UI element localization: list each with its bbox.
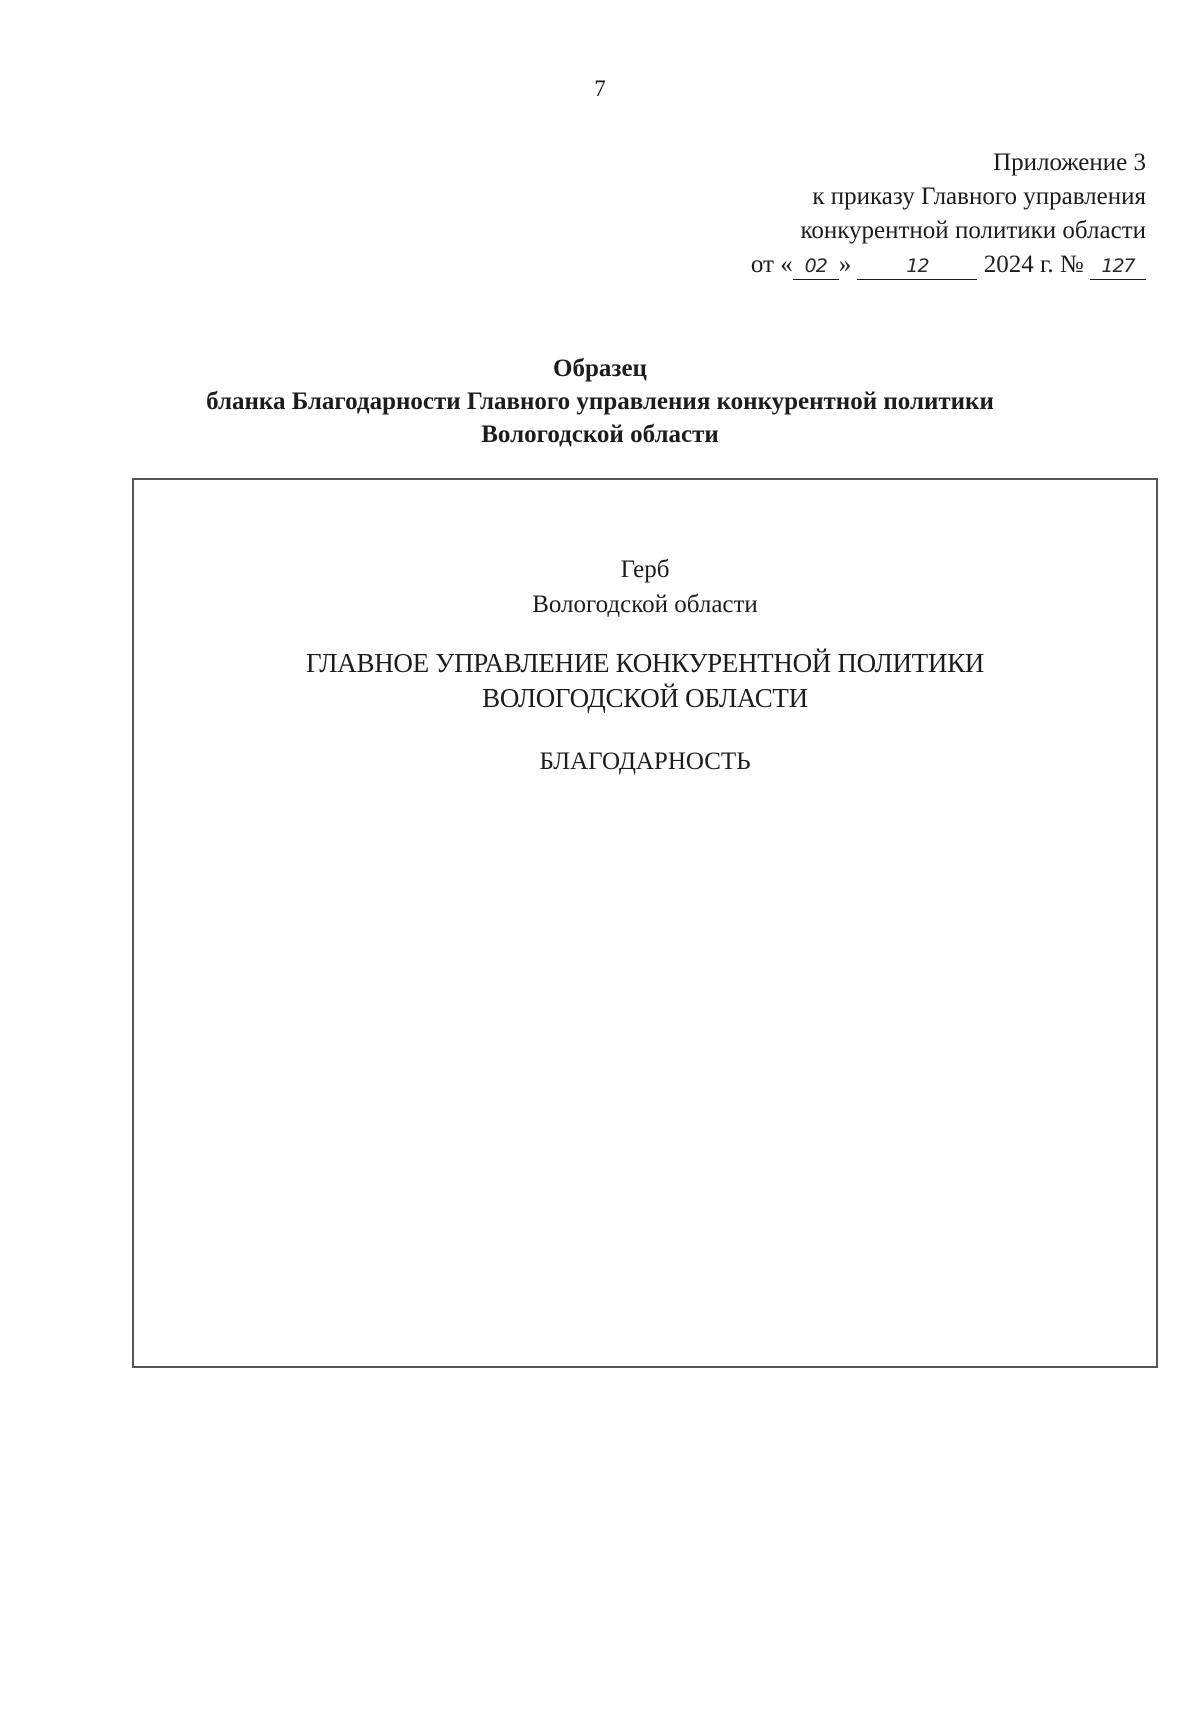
document-title [0, 352, 1200, 451]
date-month-value: 12 [906, 255, 929, 277]
coat-of-arms-placeholder [134, 552, 1156, 622]
date-month-field [857, 252, 977, 280]
appendix-header [751, 146, 1146, 282]
gerb-line-2: Вологодской области [532, 591, 758, 618]
gerb-line-1: Герб [620, 556, 670, 583]
title-line-3: Вологодской области [481, 421, 719, 448]
appendix-date-line [751, 248, 1146, 282]
order-number-value: 127 [1101, 255, 1135, 277]
document-type-heading: БЛАГОДАРНОСТЬ [539, 748, 751, 775]
appendix-order-ref: к приказу Главного управления [812, 183, 1146, 210]
title-line-1: Образец [553, 355, 647, 382]
page-number: 7 [594, 76, 606, 101]
order-number-field [1090, 252, 1146, 280]
date-year-text: 2024 г. № [983, 251, 1084, 278]
date-day-value: 02 [804, 255, 827, 277]
agency-line-1: ГЛАВНОЕ УПРАВЛЕНИЕ КОНКУРЕНТНОЙ ПОЛИТИКИ [306, 648, 984, 678]
date-prefix: от « [750, 251, 793, 278]
agency-name [134, 646, 1156, 716]
appendix-agency: конкурентной политики области [800, 217, 1146, 244]
date-day-field [793, 252, 839, 280]
form-sample-frame [132, 478, 1158, 1368]
title-line-2: бланка Благодарности Главного управления конкурентной политики [206, 388, 994, 415]
agency-line-2: ВОЛОГОДСКОЙ ОБЛАСТИ [482, 683, 808, 713]
appendix-title: Приложение 3 [993, 149, 1146, 176]
date-day-suffix: » [838, 251, 852, 278]
